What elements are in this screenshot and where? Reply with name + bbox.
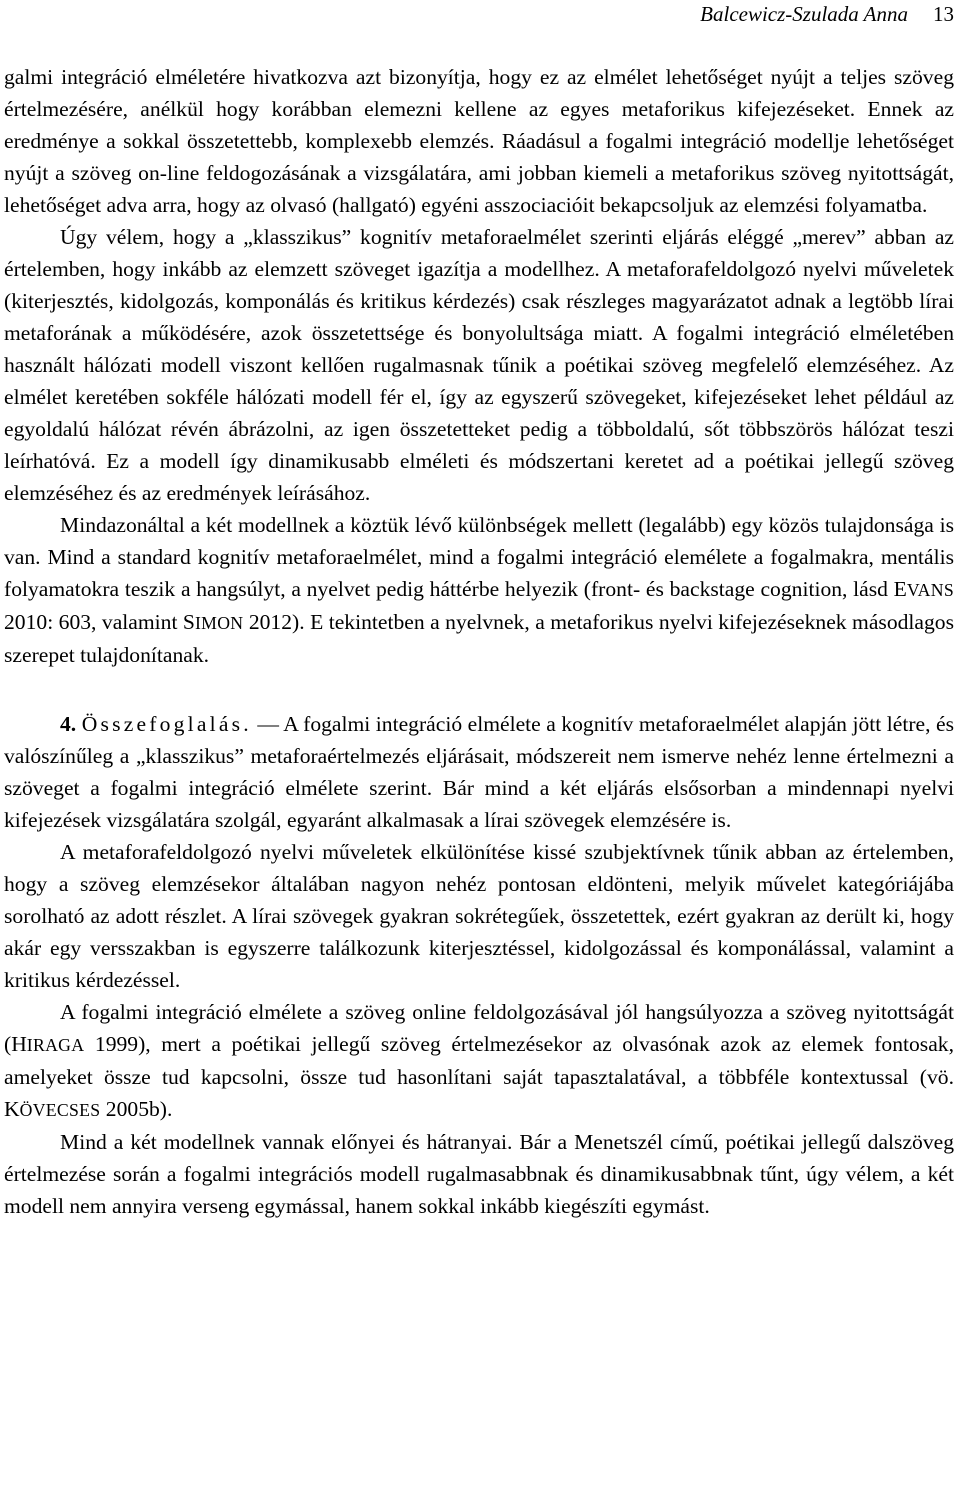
section-4-text: — A fogalmi integráció elmélete a kognitív metaforaelmélet alapján jött létre, és valószínűleg a „klasszikus” metaforaértelmezés eljárásait, módszereit nem ismerve nehéz lenne értelmezni a szöveget a fogalmi integráció elmélete szerint. Bár mind a két eljárás elsősorban a mindennapi nyelvi kifejezések vizsgálatára szolgál, egyaránt alkalmasak a lírai szövegek elemzésére is. xyxy=(4,712,954,832)
paragraph-2-text: Úgy vélem, hogy a „klasszikus” kognitív metaforaelmélet szerinti eljárás eléggé „merev” abban az értelemben, hogy inkább az elemzett szöveget igazítja a modellhez. A metaforafeldolgozó nyelvi műveletek (kiterjesztés, kidolgozás, komponálás és kritikus kérdezés) csak részleges magyarázatot adnak a legtöbb lírai metaforának a működésére, azok összetettsége és bonyolultsága miatt. A fogalmi integráció elméletében használt hálózati modell viszont kellően rugalmasnak tűnik a poétikai szöveg megfelelő elemzéséhez. Az elmélet keretében sokféle hálózati modell fér el, így az egyszerű szövegeket, kifejezéseket lehet például az egyoldalú hálózat révén ábrázolni, az igen összetetteket pedig a többoldalú, sőt többszörös hálózat teszi leírhatóvá. Ez a modell így dinamikusabb elméleti és módszertani keretet ad a poétikai jellegű szöveg elemzéséhez és az eredmények leírásához. xyxy=(4,225,954,505)
paragraph-6-text-b: 1999), mert a poétikai jellegű szöveg értelmezésekor az olvasónak azok az elemek fontosak, amelyeket össze tud kapcsolni, össze tud hasonlítani saját tapasztalatával, a többféle kontextussal (vö. K xyxy=(4,1032,954,1121)
paragraph-1 xyxy=(4,61,954,221)
citation-hiraga: IRAGA xyxy=(26,1035,85,1055)
paragraph-6-text-c: 2005b). xyxy=(100,1097,173,1121)
paragraph-1-text: galmi integráció elméletére hivatkozva azt bizonyítja, hogy ez az elmélet lehetőséget nyújt a teljes szöveg értelmezésére, anélkül hogy korábban elemezni kellene az egyes metaforikus kifejezéseket. Ennek az eredménye a sokkal összetettebb, komplexebb elemzés. Ráadásul a fogalmi integráció modellje lehetőséget nyújt a szöveg on-line feldogozásának a vizsgálatára, ami jobban kiemeli a metaforikus szöveg nyitottságát, lehetőséget adva arra, hogy az olvasó (hallgató) egyéni asszociacióit bekapcsoljuk az elemzési folyamatba. xyxy=(4,65,954,217)
paragraph-3-text-c: 2012). E tekintetben a nyelvnek, a metaforikus nyelvi kifejezéseknek másodlagos szerepet tulajdonítanak. xyxy=(4,610,955,667)
body-text xyxy=(4,61,954,1222)
paragraph-6 xyxy=(4,996,954,1126)
paragraph-7 xyxy=(4,1126,954,1222)
citation-kovecses: ÖVECSES xyxy=(19,1100,101,1120)
document-page xyxy=(4,0,954,1222)
running-header xyxy=(4,2,954,32)
paragraph-6-text-a: A fogalmi integráció elmélete a szöveg online feldolgozásával jól hangsúlyozza a szöveg nyitottságát (H xyxy=(4,1000,954,1056)
paragraph-5-text: A metaforafeldolgozó nyelvi műveletek elkülönítése kissé szubjektívnek tűnik abban az értelemben, hogy a szöveg elemzésekor általában nagyon nehéz pontosan eldönteni, melyik művelet kategóriájába sorolható az adott részlet. A lírai szövegek gyakran sokrétegűek, összetettek, ezért gyakran az derült ki, hogy akár egy versszakban is egyszerre találkozunk kiterjesztéssel, kidolgozással és komponálással, valamint a kritikus kérdezéssel. xyxy=(4,840,954,992)
section-title: Összefoglalás. xyxy=(81,712,252,736)
paragraph-2 xyxy=(4,221,954,509)
header-author: Balcewicz-Szulada Anna xyxy=(700,2,908,26)
paragraph-3 xyxy=(4,509,954,671)
citation-simon: IMON xyxy=(194,613,244,633)
paragraph-7-text: Mind a két modellnek vannak előnyei és hátranyai. Bár a Menetszél című, poétikai jellegű dalszöveg értelmezése során a fogalmi integrációs modell rugalmasabbnak és dinamikusabbnak tűnt, úgy vélem, a két modell nem annyira verseng egymással, hanem sokkal inkább kiegészíti egymást. xyxy=(4,1130,954,1218)
section-gap xyxy=(4,671,954,708)
citation-evans: VANS xyxy=(906,580,954,600)
paragraph-3-text-a: Mindazonáltal a két modellnek a köztük lévő különbségek mellett (legalább) egy közös tulajdonsága is van. Mind a standard kognitív metaforaelmélet, mind a fogalmi integráció elemélete a fogalmakra, mentális folyamatokra teszik a hangsúlyt, a nyelvet pedig háttérbe helyezik (front- és backstage cognition, lásd E xyxy=(4,513,954,601)
paragraph-5 xyxy=(4,836,954,996)
section-4-paragraph xyxy=(4,708,954,836)
page-number: 13 xyxy=(933,2,954,26)
section-number: 4. xyxy=(60,712,77,736)
paragraph-3-text-b: 2010: 603, valamint S xyxy=(4,610,195,634)
